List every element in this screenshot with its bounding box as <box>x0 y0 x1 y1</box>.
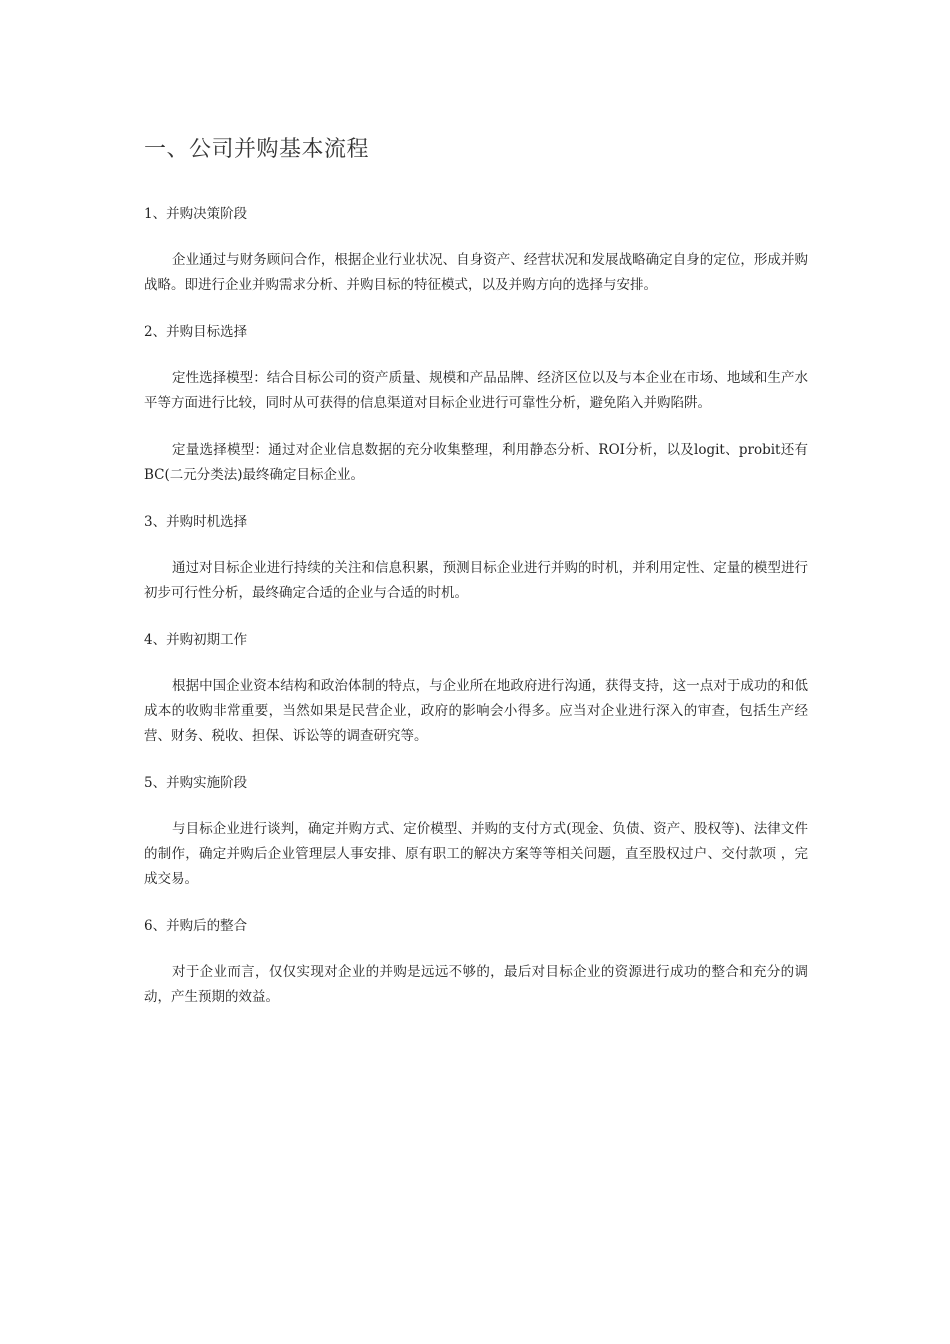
section-paragraph: 通过对目标企业进行持续的关注和信息积累，预测目标企业进行并购的时机，并利用定性、定量的模型进行初步可行性分析，最终确定合适的企业与合适的时机。 <box>144 560 808 601</box>
section-heading: 1、并购决策阶段 <box>144 206 248 222</box>
section-heading: 4、并购初期工作 <box>144 632 248 648</box>
document-title: 一、公司并购基本流程 <box>144 137 370 162</box>
document-page <box>144 132 808 1032</box>
section-target-selection <box>144 320 808 488</box>
section-heading: 2、并购目标选择 <box>144 324 248 340</box>
section-paragraph: 企业通过与财务顾问合作，根据企业行业状况、自身资产、经营状况和发展战略确定自身的定位，形成并购战略。即进行企业并购需求分析、并购目标的特征模式，以及并购方向的选择与安排。 <box>144 252 808 293</box>
section-timing <box>144 510 808 606</box>
section-heading: 3、并购时机选择 <box>144 514 248 530</box>
section-paragraph: 对于企业而言，仅仅实现对企业的并购是远远不够的，最后对目标企业的资源进行成功的整合和充分的调动，产生预期的效益。 <box>144 964 808 1005</box>
section-paragraph: 定量选择模型：通过对企业信息数据的充分收集整理，利用静态分析、ROI分析，以及logit、probit还有BC(二元分类法)最终确定目标企业。 <box>144 442 808 483</box>
section-paragraph: 定性选择模型：结合目标公司的资产质量、规模和产品品牌、经济区位以及与本企业在市场、地域和生产水平等方面进行比较，同时从可获得的信息渠道对目标企业进行可靠性分析，避免陷入并购陷阱。 <box>144 370 808 411</box>
section-heading: 6、并购后的整合 <box>144 918 248 934</box>
section-initial-work <box>144 628 808 749</box>
section-paragraph: 与目标企业进行谈判，确定并购方式、定价模型、并购的支付方式(现金、负债、资产、股权等)、法律文件的制作，确定并购后企业管理层人事安排、原有职工的解决方案等等相关问题，直至股权过户、交付款项 ，完成交易。 <box>144 821 808 887</box>
section-paragraph: 根据中国企业资本结构和政治体制的特点，与企业所在地政府进行沟通，获得支持，这一点对于成功的和低成本的收购非常重要，当然如果是民营企业，政府的影响会小得多。应当对企业进行深入的审查，包括生产经营、财务、税收、担保、诉讼等的调查研究等。 <box>144 678 808 744</box>
section-decision <box>144 202 808 298</box>
section-integration <box>144 914 808 1010</box>
section-heading: 5、并购实施阶段 <box>144 775 248 791</box>
section-implementation <box>144 771 808 892</box>
